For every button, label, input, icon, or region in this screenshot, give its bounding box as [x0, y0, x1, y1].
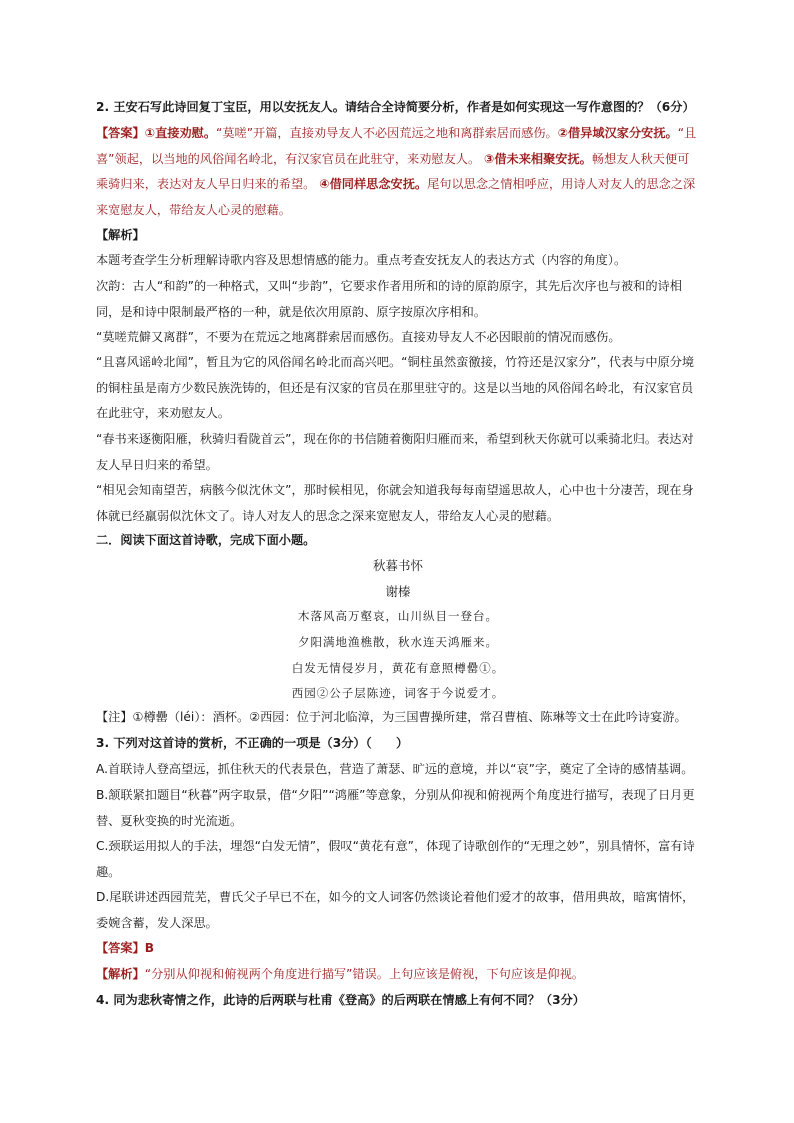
poem-title: 秋暮书怀 [372, 558, 423, 573]
poem-line-2: 夕阳满地渔樵散，秋水连天鸿雁来。 [298, 635, 498, 649]
q2-analysis-3: “莫嗟荒僻又离群”，不要为在荒远之地离群索居而感伤。直接劝导友人不必因眼前的情况而感伤。 [96, 330, 621, 344]
q3-option-b: B.颔联紧扣题目“秋暮”两字取景，借“夕阳”“鸿雁”等意象，分别从仰视和俯视两个角度进行描写，表现了日月更替、夏秋变换的时光流逝。 [96, 788, 695, 828]
poem-line-4: 西园②公子层陈迹，词客于今说爱才。 [291, 686, 505, 700]
q4-question: 4. 同为悲秋寄情之作，此诗的后两联与杜甫《登高》的后两联在情感上有何不同？（3分） [96, 993, 585, 1007]
q2-analysis-6: “相见会知南望苦，病骸今似沈休文”，那时候相见，你就会知道我每每南望遥思故人，心中也十分凄苦，现在身体就已经羸弱似沈休文了。诗人对友人的思念之深来宽慰友人，带给友人心灵的慰藉。 [96, 483, 694, 523]
answer-point-4-title: ④借同样思念安抚。 [319, 177, 428, 191]
q3-question: 3. 下列对这首诗的赏析，不正确的一项是（3分）（ ） [96, 736, 409, 750]
q2-answer [96, 121, 700, 223]
q2-analysis-5: “春书来逐衡阳雁，秋骑归看陇首云”，现在你的书信随着衡阳归雁而来，希望到秋天你就可以乘骑北归。表达对友人早日归来的希望。 [96, 432, 694, 472]
poem-note: 【注】①樽罍（léi）：酒杯。②西园：位于河北临漳，为三国曹操所建，常召曹植、陈琳等文士在此吟诗宴游。 [96, 710, 687, 724]
poem-line-3: 白发无情侵岁月，黄花有意照樽罍①。 [291, 661, 505, 675]
q3-option-a: A.首联诗人登高望远，抓住秋天的代表景色，营造了萧瑟、旷远的意境，并以“哀”字，奠定了全诗的感情基调。 [96, 762, 694, 776]
q3-answer: 【答案】B [96, 941, 155, 955]
q2-analysis-tag: 【解析】 [96, 228, 145, 242]
answer-point-4-text: 尾句以思念之情相呼应，用诗人对友人的思念之深来宽慰友人，带给友人心灵的慰藉。 [96, 177, 696, 217]
q2-analysis-4: “且喜风谣岭北闻”，暂且为它的风俗闻名岭北而高兴吧。“铜柱虽然蛮徼接，竹符还是汉家分”，代表与中原分境的铜柱虽是南方少数民族洗铸的，但还是有汉家的官员在那里驻守的。这是以当地的风俗闻名岭北，有汉家官员在此驻守，来劝慰友人。 [96, 355, 695, 420]
answer-point-2-text: “且喜”领起，以当地的风俗闻名岭北，有汉家官员在此驻守，来劝慰友人。 [96, 126, 697, 166]
answer-point-3-text: 畅想友人秋天便可乘骑归来，表达对友人早日归来的希望。 [96, 151, 690, 191]
answer-tag: 【答案】 [96, 126, 145, 140]
answer-point-1-text: “莫嗟”开篇，直接劝导友人不必因荒远之地和离群索居而感伤。 [216, 126, 558, 140]
q3-option-c: C.颈联运用拟人的手法，埋怨“白发无情”，假叹“黄花有意”，体现了诗歌创作的“无理之妙”，别具情怀，富有诗趣。 [96, 839, 695, 879]
answer-point-3-title: ③借未来相聚安抚。 [484, 151, 592, 166]
q2-question: 2. 王安石写此诗回复丁宝臣，用以安抚友人。请结合全诗简要分析，作者是如何实现这一写作意图的？（6分） [96, 100, 695, 114]
answer-point-2-title: ②借异域汉家分安抚。 [557, 126, 678, 140]
q3-analysis-text: “分别从仰视和俯视两个角度进行描写”错误。上句应该是俯视，下句应该是仰视。 [144, 967, 584, 981]
poem-line-1: 木落风高万壑哀，山川纵目一登台。 [298, 609, 498, 623]
q3-analysis-tag: 【解析】 [96, 967, 145, 981]
q3-option-d: D.尾联讲述西园荒芜，曹氏父子早已不在，如今的文人词客仍然谈论着他们爱才的故事，借用典故，暗寓情怀，委婉含蓄，发人深思。 [96, 890, 695, 930]
q2-analysis-2: 次韵：古人“和韵”的一种格式，又叫“步韵”，它要求作者用所和的诗的原韵原字，其先后次序也与被和的诗相同，是和诗中限制最严格的一种，就是依次用原韵、原字按原次序相和。 [96, 279, 682, 319]
poem-author: 谢榛 [385, 584, 411, 599]
section2-heading: 二．阅读下面这首诗歌，完成下面小题。 [96, 533, 316, 547]
q2-analysis-1: 本题考查学生分析理解诗歌内容及思想情感的能力。重点考查安抚友人的表达方式（内容的角度）。 [96, 253, 627, 267]
answer-point-1-title: ①直接劝慰。 [144, 126, 217, 140]
q3-analysis [96, 962, 700, 988]
